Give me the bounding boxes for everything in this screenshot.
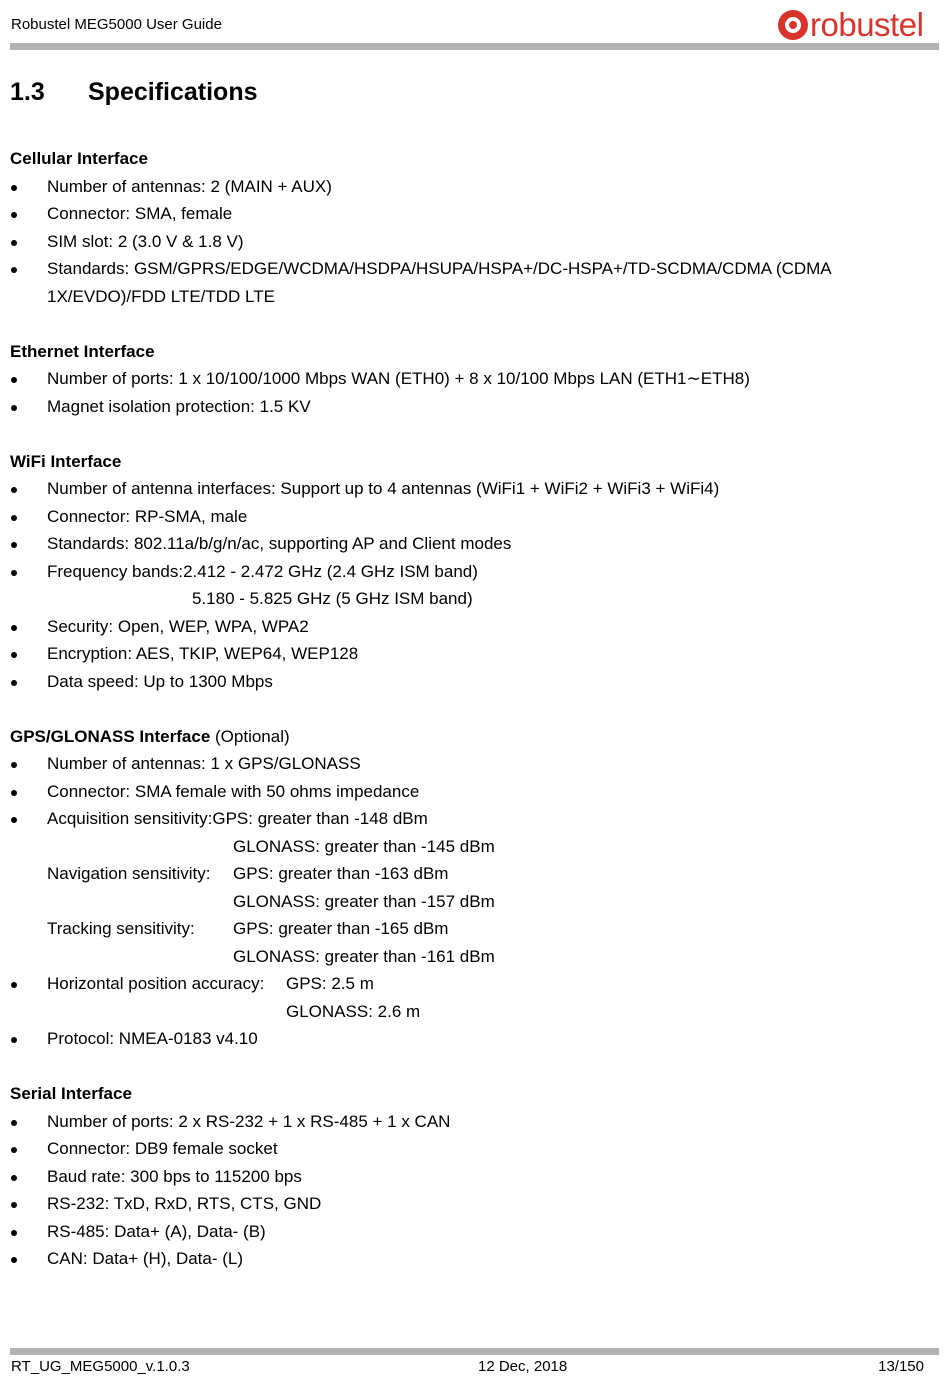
list-item-frequency xyxy=(10,558,930,586)
list-item: Connector: DB9 female socket xyxy=(10,1135,930,1163)
list-item-continuation: 1X/EVDO)/FDD LTE/TDD LTE xyxy=(47,286,275,306)
frequency-label: Frequency bands: xyxy=(47,561,184,581)
tracking-label: Tracking sensitivity: xyxy=(47,919,195,938)
tracking-gps: GPS: greater than -165 dBm xyxy=(233,919,449,938)
ethernet-interface-group xyxy=(10,338,930,421)
serial-interface-group xyxy=(10,1080,930,1273)
group-title: Cellular Interface xyxy=(10,149,148,168)
list-item: RS-485: Data+ (A), Data- (B) xyxy=(10,1218,930,1246)
frequency-value-2: 5.180 - 5.825 GHz (5 GHz ISM band) xyxy=(192,589,473,608)
optional-note: (Optional) xyxy=(210,726,290,746)
list-item: Data speed: Up to 1300 Mbps xyxy=(10,668,930,696)
footer-doc-id: RT_UG_MEG5000_v.1.0.3 xyxy=(11,1358,190,1375)
navigation-label: Navigation sensitivity: xyxy=(47,864,211,883)
list-item: CAN: Data+ (H), Data- (L) xyxy=(10,1245,930,1273)
list-item: Connector: SMA female with 50 ohms impedance xyxy=(10,778,930,806)
list-item: Number of ports: 2 x RS-232 + 1 x RS-485 + 1 x CAN xyxy=(10,1108,930,1136)
list-item: Encryption: AES, TKIP, WEP64, WEP128 xyxy=(10,640,930,668)
robustel-logo xyxy=(778,8,923,42)
logo-mark-icon xyxy=(778,10,808,40)
list-item: Magnet isolation protection: 1.5 KV xyxy=(10,393,930,421)
list-item: SIM slot: 2 (3.0 V & 1.8 V) xyxy=(10,228,930,256)
navigation-row xyxy=(10,860,930,888)
section-heading xyxy=(10,78,258,107)
footer-date: 12 Dec, 2018 xyxy=(478,1358,568,1375)
tracking-row xyxy=(10,915,930,943)
list-item: Number of antennas: 2 (MAIN + AUX) xyxy=(10,173,930,201)
section-title: Specifications xyxy=(88,78,258,106)
header-title: Robustel MEG5000 User Guide xyxy=(11,16,222,33)
list-item: Number of antenna interfaces: Support up to 4 antennas (WiFi1 + WiFi2 + WiFi3 + WiFi4) xyxy=(10,475,930,503)
section-number: 1.3 xyxy=(10,78,45,106)
list-item: Number of ports: 1 x 10/100/1000 Mbps WAN (ETH0) + 8 x 10/100 Mbps LAN (ETH1∼ETH8) xyxy=(10,365,930,393)
group-title: Ethernet Interface xyxy=(10,341,155,361)
navigation-glonass: GLONASS: greater than -157 dBm xyxy=(233,891,495,911)
list-item: Baud rate: 300 bps to 115200 bps xyxy=(10,1163,930,1191)
acquisition-gps: GPS: greater than -148 dBm xyxy=(212,809,428,828)
group-title: WiFi Interface xyxy=(10,451,122,471)
position-accuracy-glonass: GLONASS: 2.6 m xyxy=(286,1001,421,1021)
list-item: Number of antennas: 1 x GPS/GLONASS xyxy=(10,750,930,778)
list-item: Protocol: NMEA-0183 v4.10 xyxy=(10,1025,930,1053)
footer-divider xyxy=(10,1348,939,1355)
list-item: Security: Open, WEP, WPA, WPA2 xyxy=(10,613,930,641)
frequency-value-1: 2.412 - 2.472 GHz (2.4 GHz ISM band) xyxy=(183,561,478,581)
wifi-interface-group xyxy=(10,448,930,696)
list-item: RS-232: TxD, RxD, RTS, CTS, GND xyxy=(10,1190,930,1218)
tracking-glonass: GLONASS: greater than -161 dBm xyxy=(233,946,495,966)
spec-content xyxy=(10,145,930,1300)
list-item-acquisition xyxy=(10,805,930,833)
list-item: Standards: 802.11a/b/g/n/ac, supporting AP and Client modes xyxy=(10,530,930,558)
gps-interface-group xyxy=(10,723,930,1053)
position-accuracy-label: Horizontal position accuracy: xyxy=(47,974,265,993)
position-accuracy-gps: GPS: 2.5 m xyxy=(286,974,374,993)
group-title xyxy=(10,723,930,751)
list-item: Connector: RP-SMA, male xyxy=(10,503,930,531)
footer-page-number: 13/150 xyxy=(878,1358,924,1375)
group-title: Serial Interface xyxy=(10,1084,132,1103)
logo-text: robustel xyxy=(810,6,924,43)
list-item-position-accuracy xyxy=(10,970,930,998)
navigation-gps: GPS: greater than -163 dBm xyxy=(233,864,449,883)
acquisition-label: Acquisition sensitivity: xyxy=(47,809,213,828)
list-item: Connector: SMA, female xyxy=(10,200,930,228)
group-title-text: GPS/GLONASS Interface xyxy=(10,726,211,746)
acquisition-glonass: GLONASS: greater than -145 dBm xyxy=(233,836,495,856)
list-item: Standards: GSM/GPRS/EDGE/WCDMA/HSDPA/HSUPA/HSPA+/DC-HSPA+/TD-SCDMA/CDMA (CDMA xyxy=(10,255,930,283)
cellular-interface-group xyxy=(10,145,930,310)
header-divider xyxy=(10,43,939,50)
